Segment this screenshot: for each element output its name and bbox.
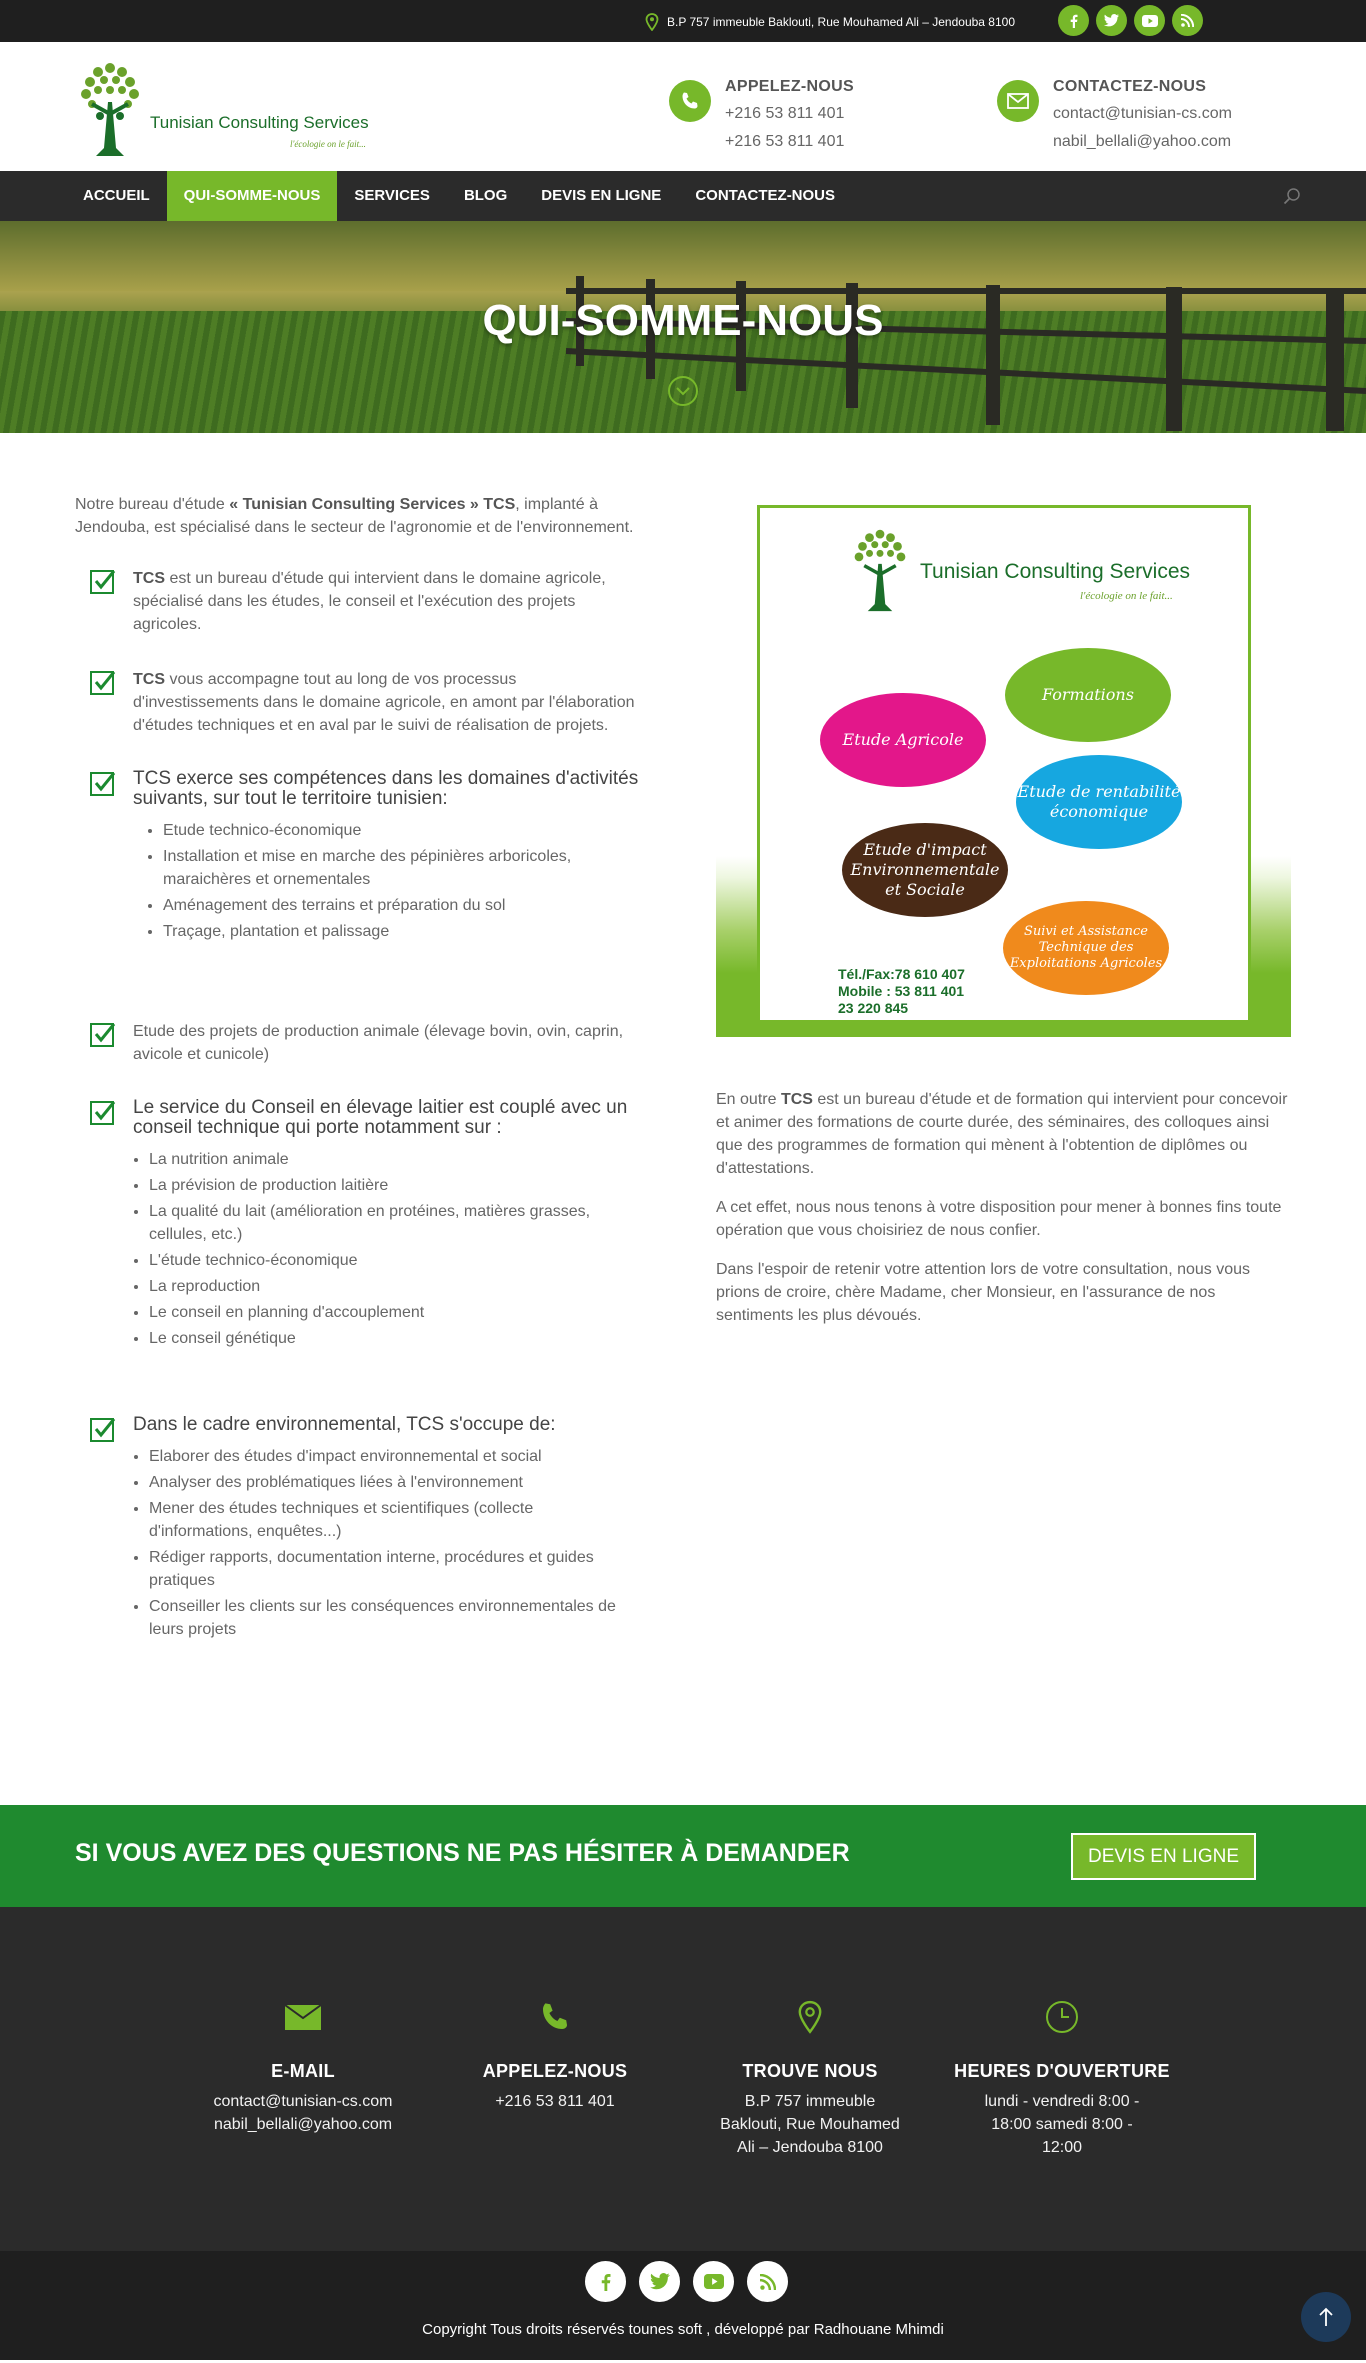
search-icon[interactable] bbox=[1283, 187, 1301, 210]
flyer-tel-1: Tél./Fax:78 610 407 bbox=[838, 966, 965, 982]
map-pin-icon bbox=[645, 13, 659, 31]
nav-qui-somme-nous[interactable]: QUI-SOMME-NOUS bbox=[167, 171, 338, 221]
list-item: • La nutrition animale bbox=[149, 1148, 640, 1171]
footer-hours bbox=[952, 1997, 1172, 2159]
list-item bbox=[75, 1415, 640, 1644]
top-socials bbox=[1058, 5, 1203, 36]
footer-phone-title: APPELEZ-NOUS bbox=[482, 2061, 628, 2081]
envelope-icon bbox=[997, 80, 1039, 122]
flyer-telephones bbox=[838, 966, 965, 1017]
footer-email-1[interactable]: contact@tunisian-cs.com bbox=[213, 2093, 393, 2110]
nav-services[interactable]: SERVICES bbox=[354, 187, 430, 204]
list-item: • L'étude technico-économique bbox=[149, 1249, 640, 1272]
header-email-2[interactable]: nabil_bellali@yahoo.com bbox=[1053, 133, 1232, 150]
chevron-down-icon[interactable] bbox=[668, 376, 698, 406]
right-text bbox=[716, 1088, 1291, 1343]
oval-impact: Etude d'impact Environnementale et Sociale bbox=[842, 823, 1008, 917]
header-contact bbox=[997, 72, 1232, 152]
item-2-body: vous accompagne tout au long de vos processus d'investissements dans le domaine agricole, en amont par l'élaboration d'études techniques et en aval par le suivi de réalisation de projets. bbox=[133, 671, 635, 734]
footer-address-title: TROUVE NOUS bbox=[742, 2061, 878, 2081]
training-text-a: En outre bbox=[716, 1091, 781, 1108]
availability-paragraph: A cet effet, nous nous tenons à votre disposition pour mener à bonnes fins toute opération que vous choisiriez de nous confier. bbox=[716, 1199, 1282, 1239]
training-paragraph bbox=[716, 1088, 1291, 1180]
top-address bbox=[645, 13, 1015, 31]
flyer-card bbox=[757, 505, 1251, 1023]
top-bar bbox=[0, 0, 1366, 42]
dairy-heading: Le service du Conseil en élevage laitier est couplé avec un conseil technique qui porte notamment sur : bbox=[133, 1097, 628, 1138]
header-phone-1[interactable]: +216 53 811 401 bbox=[725, 105, 845, 122]
services-flyer bbox=[716, 505, 1291, 1037]
intro-text-c: , implanté à Jendouba, est spécialisé dans le secteur de l'agronomie et de l'environnement. bbox=[75, 496, 634, 536]
nav-contactez-nous[interactable]: CONTACTEZ-NOUS bbox=[695, 187, 836, 204]
activities-heading: TCS exerce ses compétences dans les domaines d'activités suivants, sur tout le territoire tunisien: bbox=[133, 768, 639, 809]
dairy-list bbox=[133, 1148, 640, 1350]
list-item: • Installation et mise en marche des pépinières arboricoles, maraichères et ornementales bbox=[163, 845, 640, 891]
phone-icon bbox=[669, 80, 711, 122]
header-phone-2[interactable]: +216 53 811 401 bbox=[725, 133, 845, 150]
logo-name: Tunisian Consulting Services bbox=[150, 113, 369, 132]
oval-etude-agricole: Etude Agricole bbox=[820, 693, 986, 787]
oval-formations: Formations bbox=[1005, 648, 1171, 742]
intro-paragraph bbox=[75, 493, 640, 539]
environment-heading: Dans le cadre environnemental, TCS s'occupe de: bbox=[133, 1414, 556, 1435]
facebook-icon[interactable] bbox=[585, 2261, 626, 2302]
list-item: • Rédiger rapports, documentation interne, procédures et guides pratiques bbox=[149, 1546, 640, 1592]
activities-list bbox=[133, 819, 640, 943]
copyright-text: Copyright Tous droits réservés tounes soft , développé par Radhouane Mhimdi bbox=[422, 2321, 944, 2338]
intro-text-a: Notre bureau d'étude bbox=[75, 496, 230, 513]
footer bbox=[0, 1907, 1366, 2251]
footer-email-2[interactable]: nabil_bellali@yahoo.com bbox=[213, 2116, 393, 2133]
logo-tagline: l'écologie on le fait... bbox=[290, 139, 366, 149]
checkbox-icon bbox=[89, 567, 117, 595]
flyer-tel-2: Mobile : 53 811 401 bbox=[838, 983, 965, 999]
nav-blog[interactable]: BLOG bbox=[463, 187, 508, 204]
bottom-socials bbox=[585, 2261, 788, 2302]
top-address-text: B.P 757 immeuble Baklouti, Rue Mouhamed Ali – Jendouba 8100 bbox=[667, 15, 1016, 29]
map-pin-icon bbox=[700, 1997, 920, 2037]
list-item bbox=[75, 769, 640, 946]
list-item: • Traçage, plantation et palissage bbox=[163, 920, 640, 943]
arrow-up-icon bbox=[1319, 2307, 1333, 2327]
cta-text: SI VOUS AVEZ DES QUESTIONS NE PAS HÉSITER À DEMANDER bbox=[75, 1839, 850, 1867]
clock-icon bbox=[952, 1997, 1172, 2037]
item-2-bold: TCS bbox=[133, 671, 165, 688]
rss-icon[interactable] bbox=[747, 2261, 788, 2302]
footer-email-title: E-MAIL bbox=[271, 2061, 335, 2081]
bottom-bar bbox=[0, 2251, 1366, 2360]
footer-email bbox=[193, 1997, 413, 2136]
training-text-c: est un bureau d'étude et de formation qui intervient pour concevoir et animer des formations de courte durée, des séminaires, des colloques ainsi que des programmes de formation qui mènent à l'obtention de diplômes ou d'attestations. bbox=[716, 1091, 1288, 1177]
youtube-icon[interactable] bbox=[1134, 5, 1165, 36]
item-1-text bbox=[133, 567, 640, 636]
oval-suivi: Suivi et Assistance Technique des Exploitations Agricoles bbox=[1003, 901, 1169, 995]
scroll-to-top-button[interactable] bbox=[1301, 2292, 1351, 2342]
item-1-bold: TCS bbox=[133, 570, 165, 587]
facebook-icon[interactable] bbox=[1058, 5, 1089, 36]
list-item: • Conseiller les clients sur les conséquences environnementales de leurs projets bbox=[149, 1595, 640, 1641]
intro-text-bold: « Tunisian Consulting Services » TCS bbox=[229, 496, 516, 513]
hero-banner bbox=[0, 221, 1366, 433]
footer-hours-title: HEURES D'OUVERTURE bbox=[954, 2061, 1170, 2081]
footer-address-text: B.P 757 immeuble Baklouti, Rue Mouhamed Ali – Jendouba 8100 bbox=[720, 2093, 900, 2156]
footer-address bbox=[700, 1997, 920, 2159]
nav-accueil[interactable]: ACCUEIL bbox=[83, 187, 150, 204]
cta-banner bbox=[0, 1805, 1366, 1907]
training-text-bold: TCS bbox=[780, 1091, 813, 1108]
footer-phone bbox=[445, 1997, 665, 2113]
list-item bbox=[75, 1098, 640, 1353]
list-item: • Analyser des problématiques liées à l'environnement bbox=[149, 1471, 640, 1494]
page-title: QUI-SOMME-NOUS bbox=[482, 296, 884, 345]
nav-devis-en-ligne[interactable]: DEVIS EN LIGNE bbox=[541, 187, 662, 204]
envelope-icon bbox=[193, 1997, 413, 2037]
youtube-icon[interactable] bbox=[693, 2261, 734, 2302]
flyer-name: Tunisian Consulting Services bbox=[920, 560, 1191, 583]
devis-en-ligne-button[interactable]: DEVIS EN LIGNE bbox=[1071, 1833, 1256, 1880]
list-item: • La reproduction bbox=[149, 1275, 640, 1298]
closing-paragraph: Dans l'espoir de retenir votre attention lors de votre consultation, nous vous prions de croire, chère Madame, cher Monsieur, en l'assurance de nos sentiments les plus dévoués. bbox=[716, 1261, 1251, 1324]
main-nav bbox=[0, 171, 1366, 221]
phone-icon bbox=[445, 1997, 665, 2037]
list-item: • Le conseil génétique bbox=[149, 1327, 640, 1350]
list-item: • Elaborer des études d'impact environnemental et social bbox=[149, 1445, 640, 1468]
list-item: • Mener des études techniques et scientifiques (collecte d'informations, enquêtes...) bbox=[149, 1497, 640, 1543]
main-content bbox=[0, 433, 1366, 1805]
list-item bbox=[75, 567, 640, 636]
right-column bbox=[716, 505, 1291, 1037]
twitter-icon[interactable] bbox=[639, 2261, 680, 2302]
list-item: • Aménagement des terrains et préparation du sol bbox=[163, 894, 640, 917]
list-item bbox=[75, 668, 640, 737]
list-item: • Etude technico-économique bbox=[163, 819, 640, 842]
oval-rentabilite: Etude de rentabilité économique bbox=[1016, 755, 1182, 849]
checkbox-icon bbox=[89, 1020, 117, 1048]
list-item bbox=[75, 1020, 640, 1066]
footer-phone-1[interactable]: +216 53 811 401 bbox=[495, 2093, 615, 2110]
header-phone-title: APPELEZ-NOUS bbox=[725, 78, 854, 95]
rss-icon[interactable] bbox=[1172, 5, 1203, 36]
tree-logo-icon bbox=[845, 520, 915, 620]
list-item: • Le conseil en planning d'accouplement bbox=[149, 1301, 640, 1324]
header-contact-title: CONTACTEZ-NOUS bbox=[1053, 78, 1207, 95]
checkbox-icon bbox=[89, 668, 117, 696]
header bbox=[0, 42, 1366, 171]
flyer-tel-3: 23 220 845 bbox=[838, 1000, 909, 1016]
environment-list bbox=[133, 1445, 640, 1641]
footer-hours-text: lundi - vendredi 8:00 - 18:00 samedi 8:00 - 12:00 bbox=[984, 2093, 1140, 2156]
flyer-tagline: l'écologie on le fait... bbox=[1080, 590, 1173, 602]
logo[interactable] bbox=[70, 54, 380, 164]
header-phone bbox=[669, 72, 854, 152]
list-item: • La prévision de production laitière bbox=[149, 1174, 640, 1197]
list-item: • La qualité du lait (amélioration en protéines, matières grasses, cellules, etc.) bbox=[149, 1200, 640, 1246]
tree-logo-icon bbox=[70, 54, 150, 164]
header-email-1[interactable]: contact@tunisian-cs.com bbox=[1053, 105, 1232, 122]
left-column bbox=[75, 493, 640, 1676]
animal-production-text: Etude des projets de production animale (élevage bovin, ovin, caprin, avicole et cunicole) bbox=[133, 1023, 624, 1063]
item-2-text bbox=[133, 668, 640, 737]
item-1-body: est un bureau d'étude qui intervient dans le domaine agricole, spécialisé dans les études, le conseil et l'exécution des projets agricoles. bbox=[133, 570, 606, 633]
twitter-icon[interactable] bbox=[1096, 5, 1127, 36]
